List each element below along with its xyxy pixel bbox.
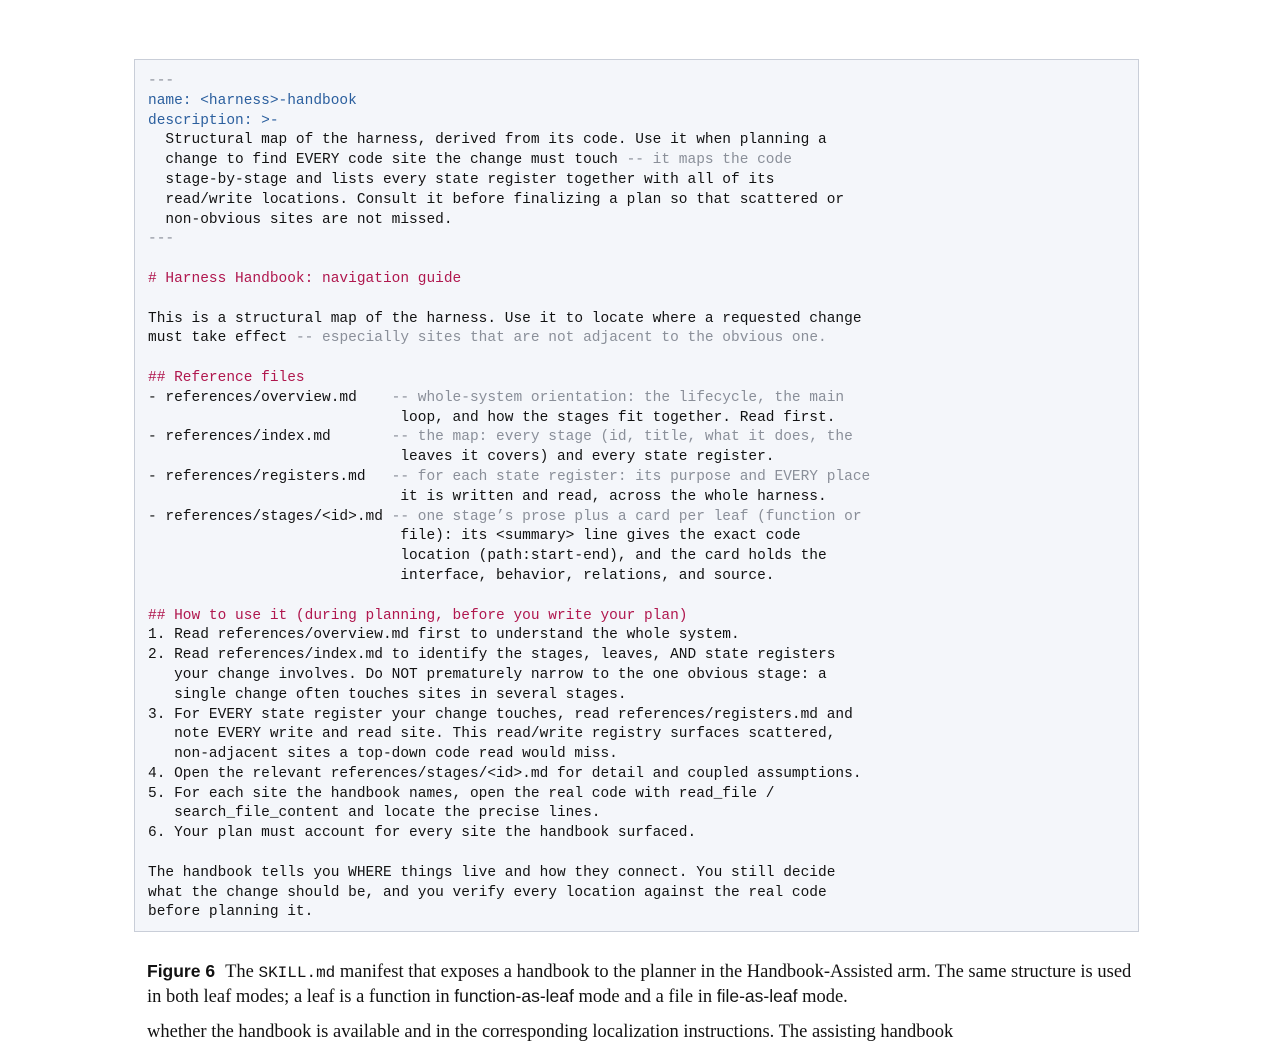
- description-line: Structural map of the harness, derived from its code. Use it when planning a: [148, 132, 827, 149]
- closing-line: before planning it.: [148, 904, 314, 921]
- reference-files-heading: ## Reference files: [148, 369, 305, 386]
- intro-line: must take effect -- especially sites that are not adjacent to the obvious one.: [148, 330, 827, 347]
- frontmatter-description-key: description: >-: [148, 112, 279, 129]
- reference-file-entry: - references/overview.md -- whole-system orientation: the lifecycle, the main: [148, 389, 845, 406]
- skill-md-code: [148, 72, 870, 923]
- how-to-step: your change involves. Do NOT prematurely narrow to the one obvious stage: a: [148, 666, 827, 683]
- description-line: stage-by-stage and lists every state register together with all of its: [148, 171, 775, 188]
- caption-mode-file: file-as-leaf: [716, 986, 798, 1006]
- code-listing: [134, 59, 1139, 932]
- blank-line: [148, 587, 870, 607]
- reference-file-entry: - references/registers.md -- for each state register: its purpose and EVERY place: [148, 468, 871, 485]
- how-to-step: 6. Your plan must account for every site the handbook surfaced.: [148, 825, 697, 842]
- reference-file-description: it is written and read, across the whole harness.: [148, 488, 827, 505]
- handbook-title: # Harness Handbook: navigation guide: [148, 270, 462, 287]
- reference-file-description: leaves it covers) and every state register.: [148, 449, 775, 466]
- caption-filename: SKILL.md: [258, 964, 336, 982]
- closing-line: The handbook tells you WHERE things live and how they connect. You still decide: [148, 864, 836, 881]
- caption-text-2: manifest that exposes a handbook to the planner in the Handbook-Assisted arm. The same structure is used in both leaf modes; a leaf is a function in: [147, 962, 1132, 1007]
- how-to-heading: ## How to use it (during planning, before you write your plan): [148, 607, 688, 624]
- how-to-step: 4. Open the relevant references/stages/<id>.md for detail and coupled assumptions.: [148, 765, 862, 782]
- caption-text-1: The: [225, 962, 259, 982]
- how-to-step: non-adjacent sites a top-down code read would miss.: [148, 746, 618, 763]
- frontmatter-open: ---: [148, 73, 175, 89]
- blank-line: [148, 290, 870, 310]
- how-to-step: 2. Read references/index.md to identify the stages, leaves, AND state registers: [148, 647, 836, 664]
- caption-text-4: mode.: [797, 987, 848, 1007]
- blank-line: [148, 250, 870, 270]
- reference-file-description: location (path:start-end), and the card holds the: [148, 548, 827, 565]
- caption-mode-function: function-as-leaf: [454, 986, 574, 1006]
- how-to-step: 3. For EVERY state register your change touches, read references/registers.md and: [148, 706, 853, 723]
- blank-line: [148, 349, 870, 369]
- how-to-step: 5. For each site the handbook names, open the real code with read_file /: [148, 785, 775, 802]
- description-line: read/write locations. Consult it before finalizing a plan so that scattered or: [148, 191, 845, 208]
- how-to-step: 1. Read references/overview.md first to understand the whole system.: [148, 627, 740, 644]
- how-to-step: search_file_content and locate the precise lines.: [148, 805, 601, 822]
- description-line: change to find EVERY code site the change must touch -- it maps the code: [148, 152, 792, 169]
- how-to-step: single change often touches sites in several stages.: [148, 686, 627, 703]
- body-paragraph: whether the handbook is available and in the corresponding localization instructions. The assisting handbook: [147, 1022, 954, 1042]
- reference-file-entry: - references/stages/<id>.md -- one stage’s prose plus a card per leaf (function or: [148, 508, 862, 525]
- figure-label: Figure 6: [147, 961, 216, 981]
- caption-text-3: mode and a file in: [573, 987, 717, 1007]
- reference-file-description: interface, behavior, relations, and source.: [148, 567, 775, 584]
- how-to-step: note EVERY write and read site. This read/write registry surfaces scattered,: [148, 726, 836, 743]
- intro-line: This is a structural map of the harness. Use it to locate where a requested change: [148, 310, 862, 327]
- reference-file-description: file): its <summary> line gives the exact code: [148, 528, 801, 545]
- closing-line: what the change should be, and you verify every location against the real code: [148, 884, 827, 901]
- reference-file-description: loop, and how the stages fit together. Read first.: [148, 409, 836, 426]
- frontmatter-name: name: <harness>-handbook: [148, 92, 357, 109]
- reference-file-entry: - references/index.md -- the map: every stage (id, title, what it does, the: [148, 429, 853, 446]
- frontmatter-close: ---: [148, 231, 175, 248]
- blank-line: [148, 844, 870, 864]
- figure-caption: [147, 960, 1137, 1009]
- description-line: non-obvious sites are not missed.: [148, 211, 453, 228]
